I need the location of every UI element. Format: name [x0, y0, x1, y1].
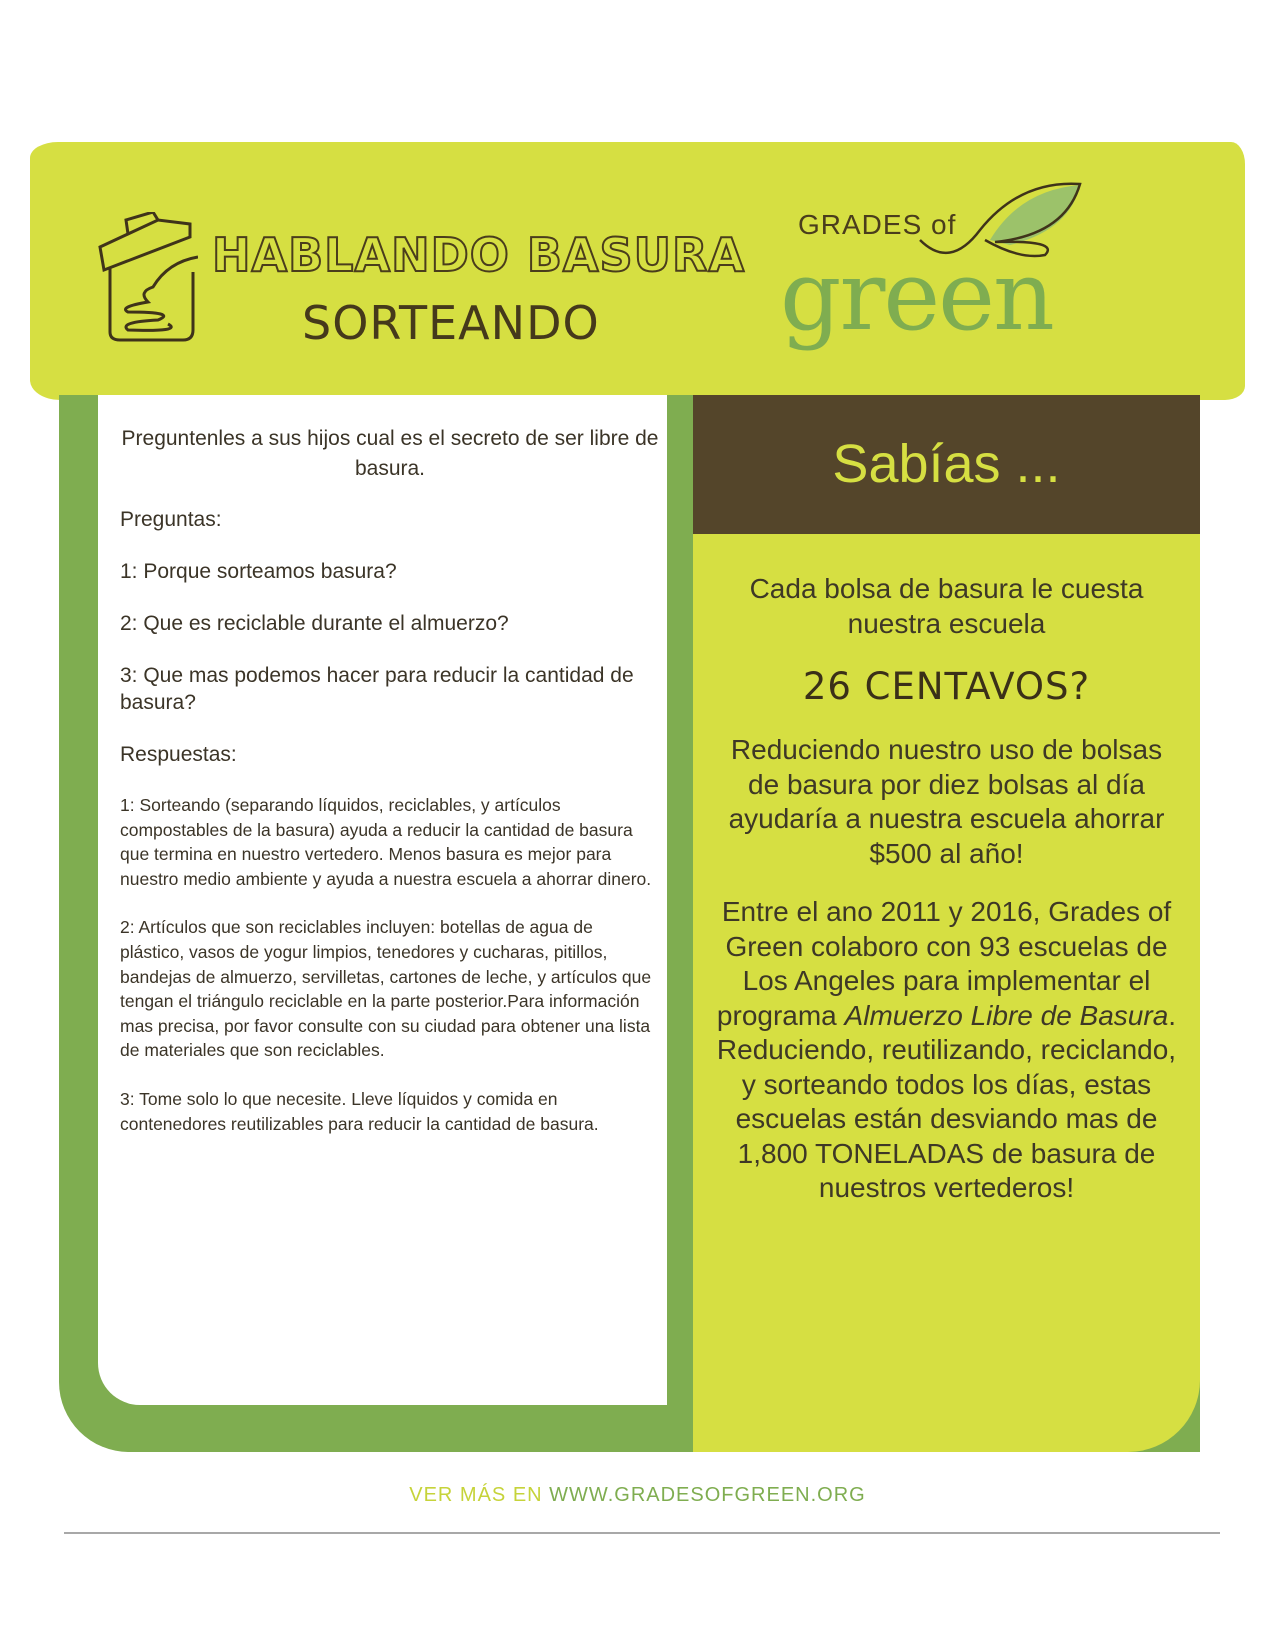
questions-column: [120, 424, 660, 1160]
answer-2: 2: Artículos que son reciclables incluyen: botellas de agua de plástico, vasos de yogur limpios, tenedores y cucharas, pitillos, bandejas de almuerzo, servilletas, cartones de leche, y artículos que tengan el triángulo reciclable en la parte posterior.Para información mas precisa, por favor consulte con su ciudad para obtener una lista de materiales que son reciclables.: [120, 917, 652, 1061]
footer-prefix: VER MÁS EN: [409, 1484, 550, 1506]
footer-divider: [64, 1532, 1220, 1534]
fact-1: Cada bolsa de basura le cuesta nuestra escuela: [749, 573, 1144, 639]
footer-url-link[interactable]: WWW.GRADESOFGREEN.ORG: [549, 1484, 866, 1506]
grades-of-green-logo: [780, 180, 1110, 360]
fact-1-highlight: 26 CENTAVOS?: [802, 665, 1091, 708]
title-line-1: HABLANDO BASURA: [212, 228, 746, 282]
fact-3: [713, 895, 1180, 1206]
question-1: 1: Porque sorteamos basura?: [120, 560, 397, 583]
fact-3-text-a: Entre el ano 2011 y 2016, Grades of Green colaboro con 93 escuelas de Los Angeles para implementar el programa: [716, 896, 1172, 1031]
answer-1: 1: Sorteando (separando líquidos, reciclables, y artículos compostables de la basura) ayuda a reducir la cantidad de basura que termina en nuestro vertedero. Menos basura es mejor para nuestro medio ambiente y ayuda a nuestra escuela a ahorrar dinero.: [120, 795, 652, 889]
facts-column: [713, 572, 1180, 1230]
logo-green-text: green: [780, 240, 1053, 352]
answer-3: 3: Tome solo lo que necesite. Lleve líquidos y comida en contenedores reutilizables para reducir la cantidad de basura.: [120, 1088, 599, 1134]
trash-jar-icon: [98, 212, 198, 342]
intro-text: Preguntenles a sus hijos cual es el secreto de ser libre de basura.: [121, 427, 659, 480]
footer: [0, 1482, 1275, 1508]
logo-grades-text: GRADES of: [798, 209, 957, 240]
fact-3-text-b: . Reduciendo, reutilizando, reciclando, y sorteando todos los días, estas escuelas están desviando mas de 1,800 TONELADAS de basura de nuestros vertederos!: [716, 999, 1177, 1203]
sabias-heading: Sabías ...: [832, 434, 1061, 494]
fact-2: Reduciendo nuestro uso de bolsas de basura por diez bolsas al día ayudaría a nuestra escuela ahorrar $500 al año!: [728, 734, 1165, 869]
program-name: Almuerzo Libre de Basura: [844, 999, 1169, 1031]
title-line-2: SORTEANDO: [302, 296, 600, 350]
answers-heading: Respuestas:: [120, 743, 237, 766]
sabias-header: [693, 395, 1200, 534]
question-3: 3: Que mas podemos hacer para reducir la cantidad de basura?: [120, 664, 634, 714]
question-2: 2: Que es reciclable durante el almuerzo?: [120, 612, 509, 635]
questions-heading: Preguntas:: [120, 508, 222, 531]
